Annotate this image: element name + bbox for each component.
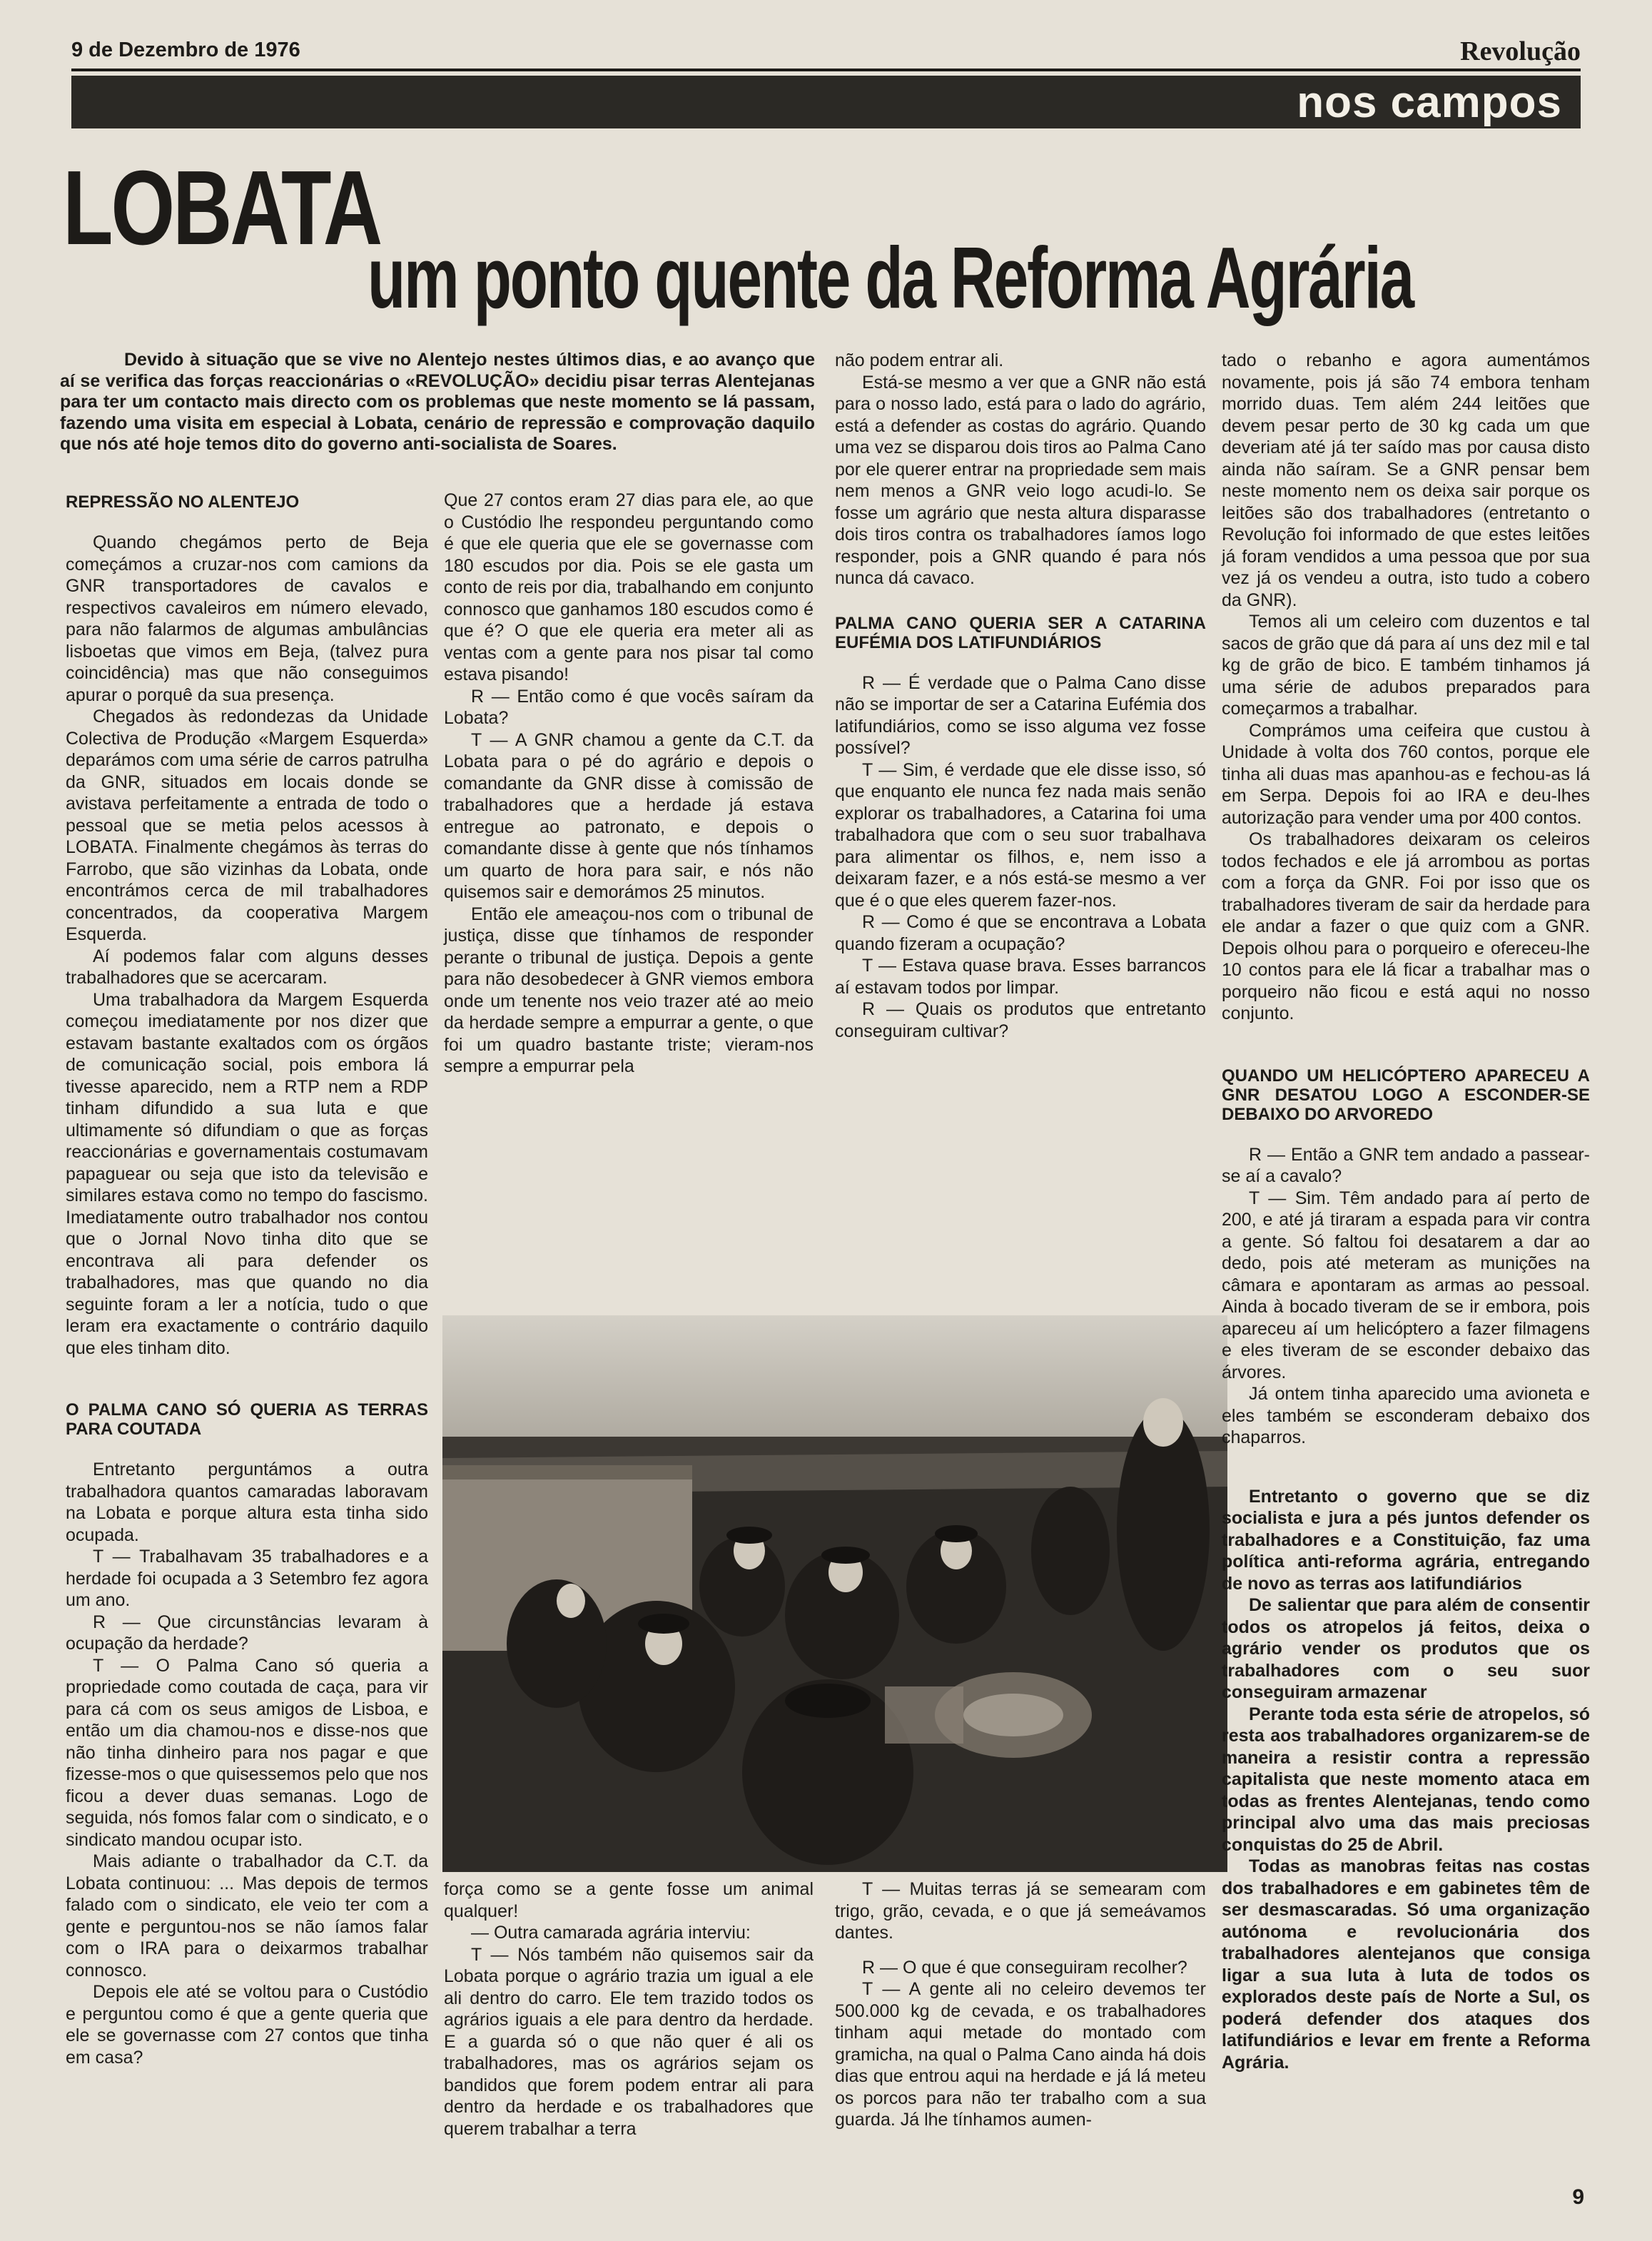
paragraph: Quando chegámos perto de Beja começámos a cruzar-nos com camions da GNR transportadores de cavalos e respectivos cavaleiros em número elevado, para não falarmos de algumas ambulâncias lisboetas que vimos em Beja, (talvez pura coincidência) mas que não conseguimos apurar o porquê da sua presença. xyxy=(66,532,428,705)
column-2-bottom xyxy=(444,1878,814,2140)
paragraph: R — Que circunstâncias levaram à ocupação da herdade? xyxy=(66,1612,428,1654)
paragraph: T — Sim, é verdade que ele disse isso, só que enquanto ele nunca fez nada mais senão explorar os trabalhadores, a Catarina foi uma trabalhadora que com o seu suor trabalhava para alimentar os filhos, e, nem isso a deixaram fazer, e a nós está-se mesmo a ver que é o que eles querem fazer-nos. xyxy=(835,759,1206,911)
paragraph: T — Trabalhavam 35 trabalhadores e a herdade foi ocupada a 3 Setembro fez agora um ano. xyxy=(66,1547,428,1610)
paragraph: Mais adiante o trabalhador da C.T. da Lobata continuou: ... Mas depois de termos falado com o sindicato, ele veio ter com a gente e perguntou-nos se não íamos falar com o IRA para o deixarmos trabalhar connosco. xyxy=(66,1851,428,1981)
column-2-top xyxy=(444,490,814,1078)
column-4 xyxy=(1222,350,1590,2073)
paragraph: T — O Palma Cano só queria a propriedade como coutada de caça, para vir para cá com os seus amigos de Lisboa, e então um dia chamou-nos e disse-nos que não tinha dinheiro para nos pagar e que fizesse-mos o que quisessemos pelo que nos ficou a dever duas semanas. Logo de seguida, nós fomos falar com o sindicato, e o sindicato mandou ocupar isto. xyxy=(66,1655,428,1850)
headline-sub: um ponto quente da Reforma Agrária xyxy=(368,229,1414,326)
paragraph: Temos ali um celeiro com duzentos e tal sacos de grão que dá para aí uns dez mil e tal kg de grão de bico. E também tinhamos já uma série de adubos preparados para começarmos a trabalhar. xyxy=(1222,612,1590,719)
headline-main: LOBATA xyxy=(63,149,381,267)
paragraph: T — Nós também não quisemos sair da Lobata porque o agrário trazia um igual a ele ali dentro do carro. Ele tem trazido todos os agrários iguais a ele para dentro da herdade. E a guarda só o que não quer é ali os trabalhadores, mas os agrários sejam os bandidos que forem podem entrar ali para dentro da herdade e os trabalhadores que querem trabalhar a terra xyxy=(444,1944,814,2139)
paragraph: força como se a gente fosse um animal qualquer! xyxy=(444,1879,814,1921)
lead-paragraph: Devido à situação que se vive no Alentejo nestes últimos dias, e ao avanço que aí se verifica das forças reaccionárias o «REVOLUÇÃO» decidiu pisar terras Alentejanas para ter um contacto mais directo com os problemas que neste momento se lá passam, fazendo uma visita em especial à Lobata, cenário de repressão e comprovação daquilo que nós até hoje temos dito do governo anti-socialista de Soares. xyxy=(60,350,815,454)
subhead-helicoptero: QUANDO UM HELICÓPTERO APARECEU A GNR DESATOU LOGO A ESCONDER-SE DEBAIXO DO ARVOREDO xyxy=(1222,1066,1590,1124)
paragraph: tado o rebanho e agora aumentámos novamente, pois já são 74 embora tenham morrido duas. Tem além 244 leitões que devem pesar perto de 30 kg cada um que deveriam até já ter saído mas por causa disto ainda não saíram. Se a GNR pensar bem neste momento nem os deixa sair porque os leitões são dos trabalhadores (entretanto o Revolução foi informado de que estes leitões já foram vendidos a uma pessoa que por sua vez já os vendeu a outra, isto tudo a cobero da GNR). xyxy=(1222,350,1590,610)
paragraph: R — É verdade que o Palma Cano disse não se importar de ser a Catarina Eufémia dos latifundiários, como se isso alguma vez fosse possível? xyxy=(835,672,1206,758)
paragraph: Chegados às redondezas da Unidade Colectiva de Produção «Margem Esquerda» deparámos com uma série de carros patrulha da GNR, situados em locais donde se avistava perfeitamente a entrada de todo o pessoal que se metia pelos acessos à LOBATA. Finalmente chegámos às terras do Farrobo, que são vizinhas da Lobata, onde encontrámos cerca de mil trabalhadores concentrados, da cooperativa Margem Esquerda. xyxy=(66,707,428,944)
column-3-top xyxy=(835,350,1206,1042)
paragraph: T — A GNR chamou a gente da C.T. da Lobata para o pé do agrário e depois o comandante da GNR disse à comissão de trabalhadores que a herdade já estava entregue ao patronato, e depois o comandante disse à gente que nós tínhamos um quarto de hora para sair, e nós não quisemos sair e demorámos 25 minutos. xyxy=(444,729,814,902)
paragraph: Depois ele até se voltou para o Custódio e perguntou como é que a gente queria que ele se governasse com 27 contos que tinha em casa? xyxy=(66,1982,428,2068)
paragraph: De salientar que para além de consentir todos os atropelos já feitos, deixa o agrário vender os produtos que os trabalhadores com o seu suor conseguiram armazenar xyxy=(1222,1595,1590,1702)
paragraph: T — Sim. Têm andado para aí perto de 200, e até já tiraram a espada para vir contra a gente. Só faltou foi desatarem a dar ao dedo, pois até meteram as munições na câmara e apontaram as armas ao pessoal. Ainda à bocado tiveram de se ir embora, pois apareceu aí um helicóptero a fazer filmagens e eles tiveram de se esconder debaixo das árvores. xyxy=(1222,1188,1590,1382)
section-banner xyxy=(71,76,1581,128)
paragraph: Então ele ameaçou-nos com o tribunal de justiça, disse que tínhamos de responder perante o tribunal de justiça. Depois a gente para não desobedecer à GNR viemos embora onde um tenente nos veio trazer até ao meio da herdade sempre a empurrar a gente, o que foi um quadro bastante triste; vieram-nos sempre a empurrar pela xyxy=(444,904,814,1076)
subhead-repressao: REPRESSÃO NO ALENTEJO xyxy=(66,492,300,512)
paragraph: Todas as manobras feitas nas costas dos trabalhadores e em gabinetes têm de ser desmascaradas. Só uma organização autónoma e revolucionária dos trabalhadores alentejanos que consiga ligar a sua luta à luta de todos os explorados deste país de Norte a Sul, os poderá defender dos ataques dos latifundiários e levar em frente a Reforma Agrária. xyxy=(1222,1856,1590,2073)
paragraph: Comprámos uma ceifeira que custou à Unidade à volta dos 760 contos, porque ele tinha ali duas mas apanhou-as e fechou-as lá em Serpa. Depois foi ao IRA e deu-lhes autorização para vender uma por 400 contos. xyxy=(1222,720,1590,828)
paragraph: R — Então a GNR tem andado a passear-se aí a cavalo? xyxy=(1222,1144,1590,1186)
paragraph: Uma trabalhadora da Margem Esquerda começou imediatamente por nos dizer que estavam bastante exaltados com os órgãos de comunicação social, pois embora lá tivesse aparecido, nem a RTP nem a RDP tinham difundido a sua luta e que ultimamente só difundiam o que as forças reaccionárias e governamentais costumavam papaguear ou seja que isto da televisão e similares estava como no tempo do fascismo. Imediatamente outro trabalhador nos contou que o Jornal Novo tinha dito que se encontrava ali para defender os trabalhadores, mas que quando no dia seguinte foram a ler a notícia, tudo o que leram era exactamente o contrário daquilo que eles tinham dito. xyxy=(66,989,428,1358)
paragraph: Entretanto perguntámos a outra trabalhadora quantos camaradas laboravam na Lobata e porque altura esta tinha sido ocupada. xyxy=(66,1460,428,1545)
paragraph: Aí podemos falar com alguns desses trabalhadores que se acercaram. xyxy=(66,946,428,988)
issue-date: 9 de Dezembro de 1976 xyxy=(71,39,300,61)
paragraph: T — A gente ali no celeiro devemos ter 500.000 kg de cevada, e os trabalhadores tinham aqui metade do montado com gramicha, na qual o Palma Cano ainda há dois dias que entrou aqui na herdade e já lá meteu os porcos para não ter trabalho com a sua guarda. Já lhe tínhamos aumen- xyxy=(835,1979,1206,2130)
subhead-catarina-eufemia: PALMA CANO QUERIA SER A CATARINA EUFÉMIA DOS LATIFUNDIÁRIOS xyxy=(835,613,1206,652)
paragraph: — Outra camarada agrária interviu: xyxy=(471,1923,751,1943)
column-1 xyxy=(66,492,428,2068)
paragraph: R — O que é que conseguiram recolher? xyxy=(862,1957,1187,1978)
workers-photo xyxy=(442,1315,1227,1872)
paragraph: T — Muitas terras já se semearam com trigo, grão, cevada, e o que já semeávamos dantes. xyxy=(835,1879,1206,1943)
paragraph: Perante toda esta série de atropelos, só resta aos trabalhadores organizarem-se de maneira a resistir contra a repressão capitalista que neste momento ataca em todas as frentes Alentejanas, tendo como principal alvo uma das mais preciosas conquistas do 25 de Abril. xyxy=(1222,1704,1590,1855)
paragraph: não podem entrar ali. xyxy=(835,350,1004,370)
paragraph: R — Então como é que vocês saíram da Lobata? xyxy=(444,686,814,728)
paragraph: R — Como é que se encontrava a Lobata quando fizeram a ocupação? xyxy=(835,912,1206,954)
paragraph: Entretanto o governo que se diz socialista e jura a pés juntos defender os trabalhadores e a Constituição, faz uma política anti-reforma agrária, entregando de novo as terras aos latifundiários xyxy=(1222,1486,1590,1594)
closing-statement xyxy=(1222,1486,1590,2074)
column-3-bottom xyxy=(835,1878,1206,2131)
masthead-rule xyxy=(71,69,1581,71)
paragraph: Está-se mesmo a ver que a GNR não está para o nosso lado, está para o lado do agrário, está a defender as costas do agrário. Quando uma vez se disparou dois tiros ao Palma Cano por ele querer entrar na propriedade sem mais nem menos a GNR veio logo acudi-lo. Se fosse um agrário que nesta altura disparasse dois tiros contra os trabalhadores íamos logo responder, pois a GNR quando é para nós nunca dá cavaco. xyxy=(835,372,1206,588)
paragraph: T — Estava quase brava. Esses barrancos aí estavam todos por limpar. xyxy=(835,956,1206,998)
section-title: nos campos xyxy=(1297,78,1562,127)
page-number: 9 xyxy=(1572,2185,1584,2209)
newspaper-name: Revolução xyxy=(1460,36,1581,66)
paragraph: R — Quais os produtos que entretanto conseguiram cultivar? xyxy=(835,999,1206,1041)
subhead-palma-cano-coutada: O PALMA CANO SÓ QUERIA AS TERRAS PARA COUTADA xyxy=(66,1400,428,1439)
paragraph: Os trabalhadores deixaram os celeiros todos fechados e ele já arrombou as portas com a força da GNR. Foi por isso que os trabalhadores tiveram de sair da herdade para ele andar a fazer o que quiz com a GNR. Depois olhou para o porqueiro e ofereceu-lhe 10 contos para ele lá ficar a trabalhar mas o porqueiro não ficou e está aqui no nosso conjunto. xyxy=(1222,829,1590,1023)
masthead-line xyxy=(71,36,1581,67)
paragraph: Já ontem tinha aparecido uma avioneta e eles também se esconderam debaixo dos chaparros. xyxy=(1222,1384,1590,1447)
paragraph: Que 27 contos eram 27 dias para ele, ao que o Custódio lhe respondeu perguntando como é que ele queria que ele se governasse com 180 escudos por dia. Pois se ele gasta um conto de reis por dia, trabalhando em conjunto connosco que ganhamos 180 escudos como é que é? O que ele queria era meter ali as ventas com a gente para nos pisar tal como estava pisando! xyxy=(444,490,814,684)
photo-illustration xyxy=(442,1315,1227,1872)
